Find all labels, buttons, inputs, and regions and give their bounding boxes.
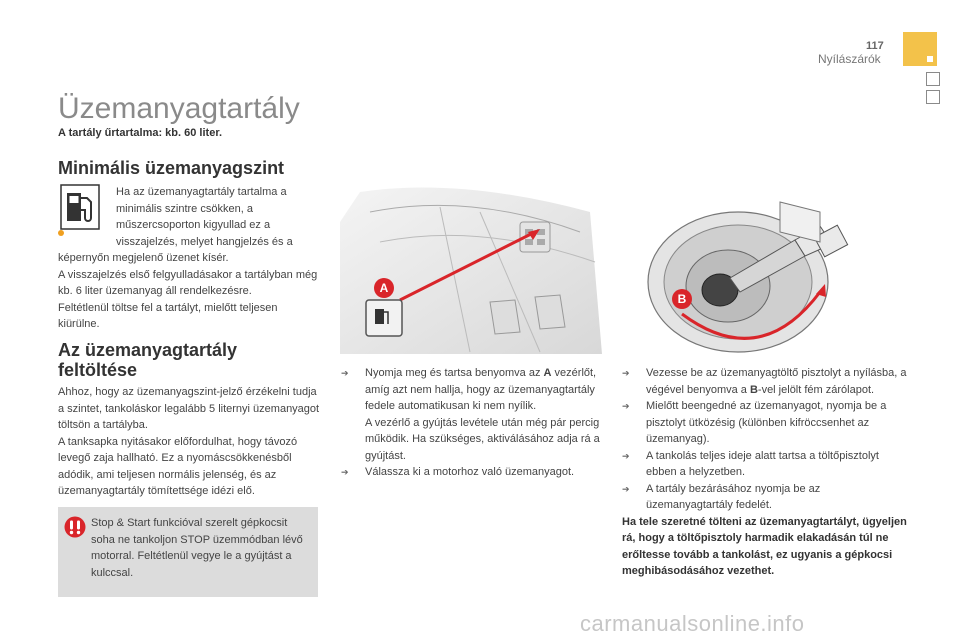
dashboard-illustration bbox=[340, 182, 602, 354]
section-heading-refuelling: Az üzemanyagtartály feltöltése bbox=[58, 340, 238, 380]
refuelling-text-2: A tanksapka nyitásakor előfordulhat, hogy távozó levegő zaja hallható. Ez a nyomáscsökkenésből adódik, ami teljesen normális jelenség, és az üzemanyagtartály tömítettsége idézi elő. bbox=[58, 435, 298, 497]
instruction-subtext: A vezérlő a gyújtás levétele után még pár percig működik. Ha szükséges, aktiválásához adja rá a gyújtást. bbox=[365, 416, 600, 462]
instructions-column-2 bbox=[341, 365, 603, 481]
callout-a: A bbox=[374, 278, 394, 298]
min-level-text-4: Feltétlenül töltse fel a tartályt, mielőtt teljesen kiürülne. bbox=[58, 301, 278, 330]
fuel-filler-illustration bbox=[620, 182, 892, 354]
min-level-text-2a: képernyőn megjelenő üzenet kísér. bbox=[58, 252, 229, 264]
instruction-item bbox=[622, 365, 907, 398]
chapter-tab[interactable] bbox=[903, 32, 937, 66]
instruction-item bbox=[341, 365, 603, 464]
instruction-text: vezérlőt, amíg azt nem hallja, hogy az üzemanyagtartály fedele automatikusan ki nem nyílik. bbox=[365, 367, 597, 412]
min-level-text-1: Ha az üzemanyagtartály tartalma a minimális szintre csökken, a műszercsoporton kigyullad ez a visszajelzés, melyet hangjelzés és a bbox=[116, 186, 293, 248]
section-heading-minimum-level: Minimális üzemanyagszint bbox=[58, 158, 285, 178]
nav-box-1[interactable] bbox=[926, 72, 940, 86]
warning-exclamation-icon bbox=[64, 516, 86, 538]
instruction-text: Vezesse be az üzemanyagtöltő pisztolyt a nyílásba, a végével benyomva a bbox=[646, 367, 907, 396]
min-level-text-3: A visszajelzés első felgyulladásakor a tartályban még kb. 6 liter üzemanyag áll rendelkezésre. bbox=[58, 268, 318, 297]
instruction-text: Nyomja meg és tartsa benyomva az bbox=[365, 367, 544, 379]
refuelling-text bbox=[58, 384, 320, 500]
section-name: Nyílászárók bbox=[818, 52, 881, 66]
instruction-item: ➔ A tankolás teljes ideje alatt tartsa a töltőpisztolyt ebben a helyzetben. bbox=[622, 448, 907, 481]
label-b-ref: B bbox=[749, 383, 758, 396]
tab-dot bbox=[927, 56, 933, 62]
instruction-item: ➔ Válassza ki a motorhoz való üzemanyagot. bbox=[341, 464, 603, 481]
label-a-ref: A bbox=[543, 367, 552, 379]
indicator-dot bbox=[58, 230, 64, 236]
refuelling-text-1: Ahhoz, hogy az üzemanyagszint-jelző érzékelni tudja a szintet, tankoláskor legalább 5 liternyi üzemanyagot töltsön a tartályba. bbox=[58, 386, 320, 431]
watermark: carmanualsonline.info bbox=[580, 611, 805, 636]
instructions-column-3 bbox=[622, 365, 907, 580]
tank-capacity: A tartály űrtartalma: kb. 60 liter. bbox=[58, 127, 223, 139]
min-level-text-2 bbox=[58, 250, 320, 333]
fill-up-note: Ha tele szeretné tölteni az üzemanyagtartályt, ügyeljen rá, hogy a töltőpisztoly harmadik elakadásán túl ne erőltesse tovább a tankolást, ez ugyanis a gépkocsi meghibásodásához vezethet. bbox=[622, 515, 907, 577]
instruction-item: ➔ A tartály bezárásához nyomja be az üzemanyagtartály fedelét. bbox=[622, 481, 907, 514]
warning-text: Stop & Start funkcióval szerelt gépkocsit soha ne tankoljon STOP üzemmódban lévő motorral. Feltétlenül vegye le a gyújtást a kulccsal. bbox=[91, 517, 303, 579]
callout-b: B bbox=[672, 289, 692, 309]
fuel-pump-icon bbox=[60, 184, 100, 230]
instruction-text: -vel jelölt fém zárólapot. bbox=[757, 383, 875, 396]
instruction-item: ➔ Mielőtt beengedné az üzemanyagot, nyomja be a pisztolyt ütközésig (különben kifröccsenhet az üzemanyag). bbox=[622, 398, 907, 448]
page-number: 117 bbox=[866, 40, 884, 52]
nav-box-2[interactable] bbox=[926, 90, 940, 104]
page-title: Üzemanyagtartály bbox=[58, 92, 300, 125]
